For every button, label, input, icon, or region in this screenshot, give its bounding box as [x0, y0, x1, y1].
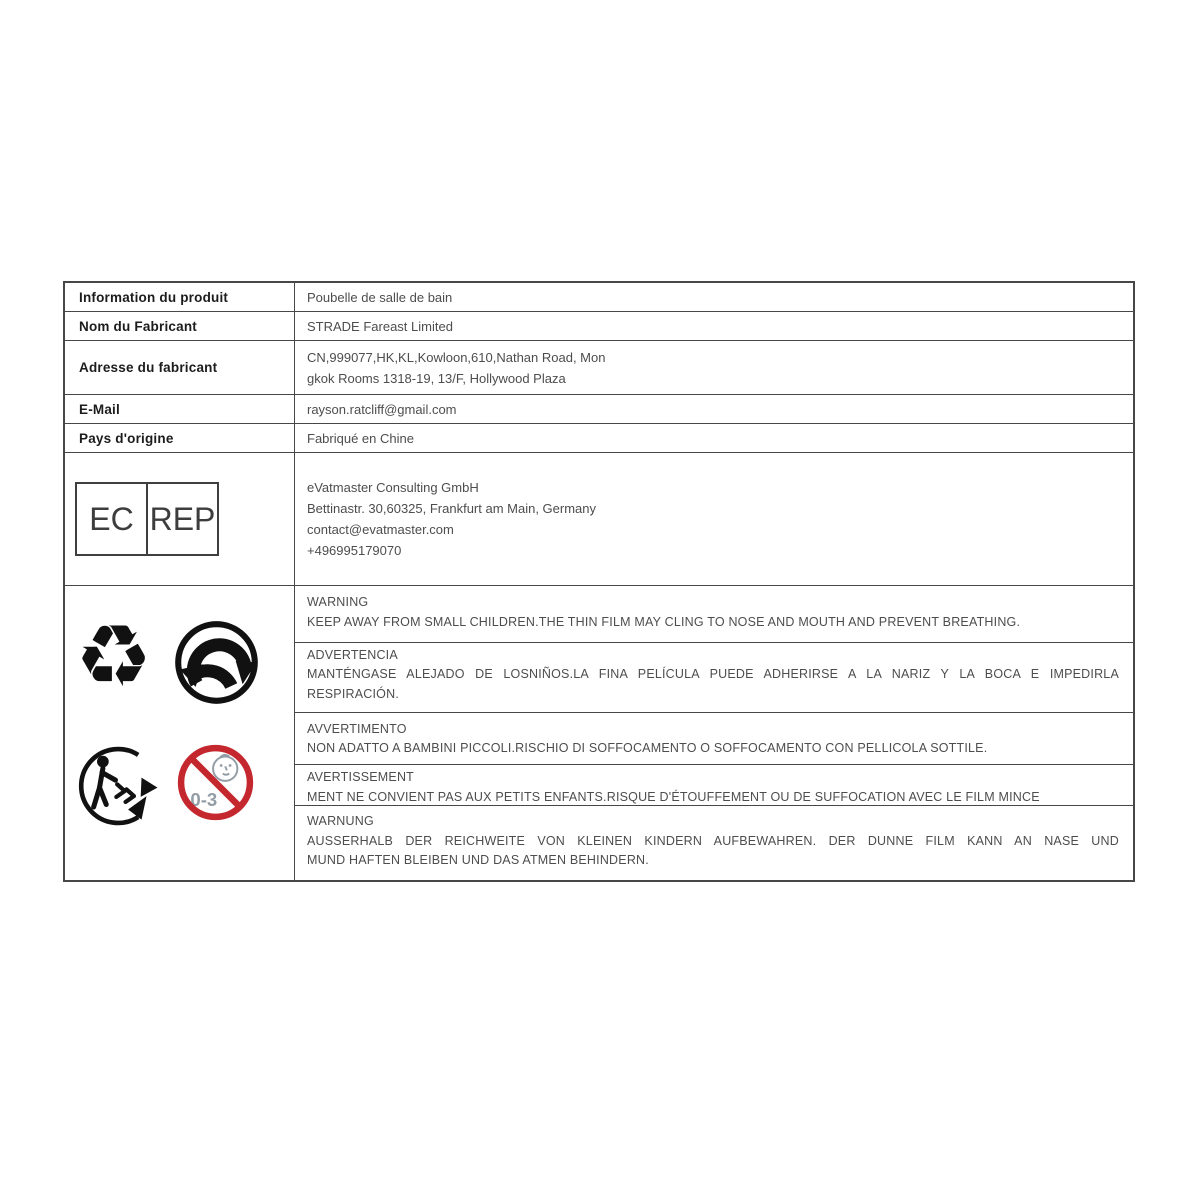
warning-heading: ADVERTENCIA [307, 647, 398, 662]
green-dot-icon [173, 619, 260, 706]
row-value-email [295, 395, 1133, 423]
table-row-ec-rep [65, 452, 1133, 585]
value-text: Fabriqué en Chine [307, 430, 414, 446]
triman-icon [76, 744, 160, 828]
value-text: Poubelle de salle de bain [307, 289, 453, 305]
warning-line: NON ADATTO A BAMBINI PICCOLI.RISCHIO DI SOFFOCAMENTO O SOFFOCAMENTO CON PELLICOLA SOTTILE. [307, 741, 988, 756]
table-row-warnings [65, 585, 1133, 880]
table-row [65, 311, 1133, 340]
warnings-column [295, 586, 1133, 880]
warning-spanish [295, 642, 1133, 712]
ec-rep-details [295, 453, 1133, 585]
age-range-text: 0-3 [190, 788, 218, 810]
age-warning-0-3-icon [175, 742, 256, 823]
ec-rep-right: REP [149, 500, 216, 537]
warning-line: MENT NE CONVIENT PAS AUX PETITS ENFANTS.RISQUE D'ÉTOUFFEMENT OU DE SUFFOCATION AVEC LE FILM MINCE [307, 789, 1040, 804]
warning-line: MUND HAFTEN BLEIBEN UND DAS ATMEN BEHINDERN. [307, 853, 649, 868]
ec-rep-cell [65, 453, 295, 585]
label-text: Pays d'origine [79, 430, 174, 446]
row-value-country-of-origin [295, 424, 1133, 452]
warning-heading: WARNING [307, 595, 369, 609]
warning-english [295, 586, 1133, 642]
row-label-manufacturer-name [65, 312, 295, 340]
warning-german [295, 805, 1133, 880]
ec-rep-left: EC [77, 484, 148, 554]
ec-rep-email: contact@evatmaster.com [307, 522, 454, 537]
warning-line: AUSSERHALB DER REICHWEITE VON KLEINEN KINDERN AUFBEWAHREN. DER DUNNE FILM KANN AN NASE UND [307, 833, 1119, 848]
row-label-product-info [65, 283, 295, 311]
row-label-manufacturer-address [65, 341, 295, 394]
table-row [65, 283, 1133, 311]
label-text: Nom du Fabricant [79, 318, 197, 334]
warning-italian [295, 712, 1133, 765]
label-text: Adresse du fabricant [79, 360, 218, 375]
ec-rep-symbol-icon [75, 482, 219, 556]
row-value-manufacturer-name [295, 312, 1133, 340]
value-text: rayson.ratcliff@gmail.com [307, 401, 457, 417]
value-text: STRADE Fareast Limited [307, 318, 453, 334]
warning-heading: WARNUNG [307, 814, 374, 829]
table-row [65, 394, 1133, 423]
label-text: Information du produit [79, 289, 229, 305]
warning-line: KEEP AWAY FROM SMALL CHILDREN.THE THIN FILM MAY CLING TO NOSE AND MOUTH AND PREVENT BREATHING. [307, 614, 1021, 629]
row-value-manufacturer-address [295, 341, 1133, 394]
ec-rep-address: Bettinastr. 30,60325, Frankfurt am Main, Germany [307, 501, 597, 516]
warning-heading: AVVERTIMENTO [307, 721, 407, 736]
row-label-country-of-origin [65, 424, 295, 452]
warning-french [295, 764, 1133, 805]
product-compliance-table [63, 281, 1135, 882]
ec-rep-phone: +496995179070 [307, 543, 402, 558]
symbols-cell [65, 586, 295, 880]
warning-line: RESPIRACIÓN. [307, 686, 399, 701]
warning-line: MANTÉNGASE ALEJADO DE LOSNIÑOS.LA FINA PELÍCULA PUEDE ADHERIRSE A LA NARIZ Y LA BOCA E IMPEDIRLA [307, 667, 1119, 682]
table-row [65, 423, 1133, 452]
row-value-product-info [295, 283, 1133, 311]
label-text: E-Mail [79, 401, 120, 417]
table-row [65, 340, 1133, 394]
address-line-1: CN,999077,HK,KL,Kowloon,610,Nathan Road, Mon [307, 349, 606, 365]
warning-heading: AVERTISSEMENT [307, 770, 415, 785]
row-label-email [65, 395, 295, 423]
recycling-icon: ♻ [75, 607, 153, 707]
ec-rep-company: eVatmaster Consulting GmbH [307, 480, 479, 495]
address-line-2: gkok Rooms 1318-19, 13/F, Hollywood Plaza [307, 370, 566, 386]
